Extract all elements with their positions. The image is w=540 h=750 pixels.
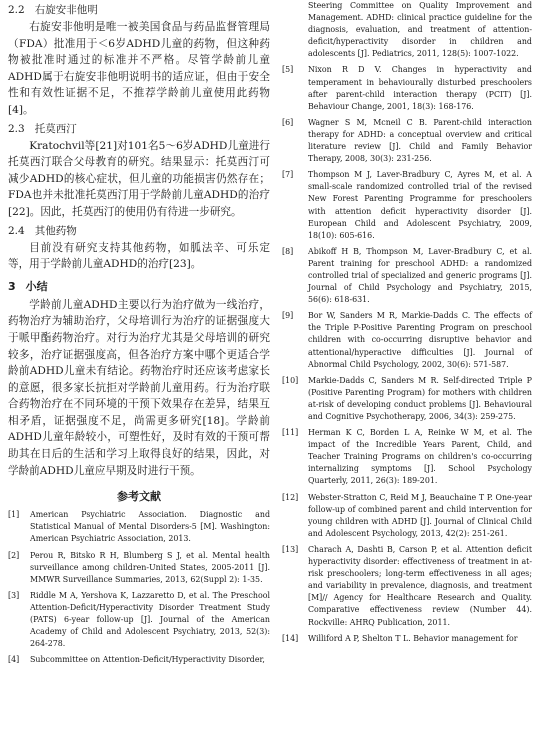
reference-item: [5] Nixon R D V. Changes in hyperactivity and temperament in behaviourally disturbed preschoolers after parent-child interaction therapy (PCIT) [J]. Behaviour Change, 2001, 18(3): 168-176. — [282, 65, 532, 111]
reference-item: [13] Charach A, Dashti B, Carson P, et al. Attention deficit hyperactivity disorder: effectiveness of treatment in at-risk preschoolers; long-term effectiveness in all ages; and variability in prevalence, diagnosis, and treatment [M]// Agency for Healthcare Research and Quality. Comparative effectiveness review (Number 44). Rockville: AHRQ Publication, 2011. — [282, 544, 532, 627]
right-column — [282, 0, 532, 649]
reference-item: [9] Bor W, Sanders M R, Markie-Dadds C. The effects of the Triple P-Positive Parenting Program on preschool children with co-occurring disruptive behavior and attentional/hyperactive difficulties [J]. Journal of Abnormal Child Psychology, 2002, 30(6): 571-587. — [282, 311, 532, 369]
section-heading-2-4: 2.4 其他药物 — [8, 224, 77, 237]
reference-continuation: Steering Committee on Quality Improvement and Management. ADHD: clinical practice guideline for the diagnosis, evaluation, and treatment of attention-deficit/hyperactivity disorder in children and adolescents [J]. Pediatrics, 2011, 128(5): 1007-1022. — [308, 1, 532, 59]
reference-item: [2] Perou R, Bitsko R H, Blumberg S J, et al. Mental health surveillance among children-United States, 2005-2011 [J]. MMWR Surveillance Summaries, 2013, 62(Suppl 2): 1-35. — [8, 550, 270, 584]
reference-item: [7] Thompson M J, Laver-Bradbury C, Ayres M, et al. A small-scale randomized controlled trial of the revised New Forest Parenting Programme for preschoolers with attention deficit hyperactivity disorder [J]. European Child and Adolescent Psychiatry, 2009, 18(10): 605-616. — [282, 170, 532, 240]
reference-item: [14] Williford A P, Shelton T L. Behavior management for — [282, 633, 518, 643]
section-heading-2-3: 2.3 托莫西汀 — [8, 122, 77, 135]
reference-item: [1] American Psychiatric Association. Diagnostic and Statistical Manual of Mental Disorders-5 [M]. Washington: American Psychiatric Association, 2013. — [8, 510, 270, 544]
reference-item: [11] Herman K C, Borden L A, Reinke W M, et al. The impact of the Incredible Years Parent, Child, and Teacher Training Programs on children's co-occurring internalizing symptoms [J]. School Psychology Quarterly, 2011, 26(3): 189-201. — [282, 428, 532, 486]
reference-item: [8] Abikoff H B, Thompson M, Laver-Bradbury C, et al. Parent training for preschool ADHD: a randomized controlled trial of specialized and generic programs [J]. Journal of Child Psychology and Psychiatry, 2015, 56(6): 618-631. — [282, 246, 532, 305]
section-heading-3: 3 小结 — [8, 279, 48, 293]
reference-item: [3] Riddle M A, Yershova K, Lazzaretto D, et al. The Preschool Attention-Deficit/Hyperactivity Disorder Treatment Study (PATS) 6-year follow-up [J]. Journal of the American Academy of Child and Adolescent Psychiatry, 2013, 52(3): 264-278. — [8, 590, 270, 649]
paragraph-3: 学龄前儿童ADHD主要以行为治疗做为一线治疗，药物治疗为辅助治疗，父母培训行为治疗的证据强度大于哌甲酯药物治疗。对行为治疗尤其是父母培训的研究较多，治疗证据强度高，但各治疗方案中哪个更适合学龄前ADHD儿童未有结论。药物治疗时还应该考虑家长的意愿，很多家长抗拒对学龄前儿童用药。行为治疗联合药物治疗在不同环境的干预下效果存在差异，结果互相矛盾，证据强度不足，尚需更多研究[18]。学龄前ADHD儿童年龄较小，可塑性好，及时有效的干预可帮助其在日后的生活和学习上取得良好的结果，因此，对学龄前ADHD儿童应早期及时进行干预。 — [8, 298, 270, 477]
paragraph-2-4: 目前没有研究支持其他药物，如胍法辛、可乐定等，用于学龄前儿童ADHD的治疗[23]。 — [8, 241, 270, 271]
reference-item: [4] Subcommittee on Attention-Deficit/Hyperactivity Disorder, — [8, 655, 265, 665]
references-title: 参考文献 — [117, 490, 161, 504]
section-heading-2-2: 2.2 右旋安非他明 — [8, 4, 98, 16]
paragraph-2-3: Kratochvil等[21]对101名5～6岁ADHD儿童进行托莫西汀联合父母教育的研究。结果显示：托莫西汀可减少ADHD的核心症状，但儿童的功能损害仍然存在；FDA也并未批准托莫西汀用于学龄前儿童ADHD的治疗[22]。因此，托莫西汀的使用仍有待进一步研究。 — [8, 139, 270, 218]
paragraph-2-2: 右旋安非他明是唯一被美国食品与药品监督管理局（FDA）批准用于＜6岁ADHD儿童的药物，但这种药物被批准时通过的标准并不严格。尽管学龄前儿童ADHD属于右旋安非他明说明书的适应证，但由于安全性和有效性证据不足，不推荐学龄前儿童使用此药物[4]。 — [8, 21, 270, 116]
reference-item: [12] Webster-Stratton C, Reid M J, Beauchaine T P. One-year follow-up of combined parent and child intervention for young children with ADHD [J]. Journal of Clinical Child and Adolescent Psychology, 2013, 42(2): 251-261. — [282, 492, 532, 538]
reference-item: [6] Wagner S M, Mcneil C B. Parent-child interaction therapy for ADHD: a conceptual overview and critical literature review [J]. Child and Family Behavior Therapy, 2008, 30(3): 231-256. — [282, 117, 532, 164]
left-column — [8, 0, 270, 670]
reference-item: [10] Markie-Dadds C, Sanders M R. Self-directed Triple P (Positive Parenting Program) for mothers with children at-risk of developing conduct problems [J]. Behavioural and Cognitive Psychotherapy, 2006, 34(3): 259-275. — [282, 375, 532, 421]
